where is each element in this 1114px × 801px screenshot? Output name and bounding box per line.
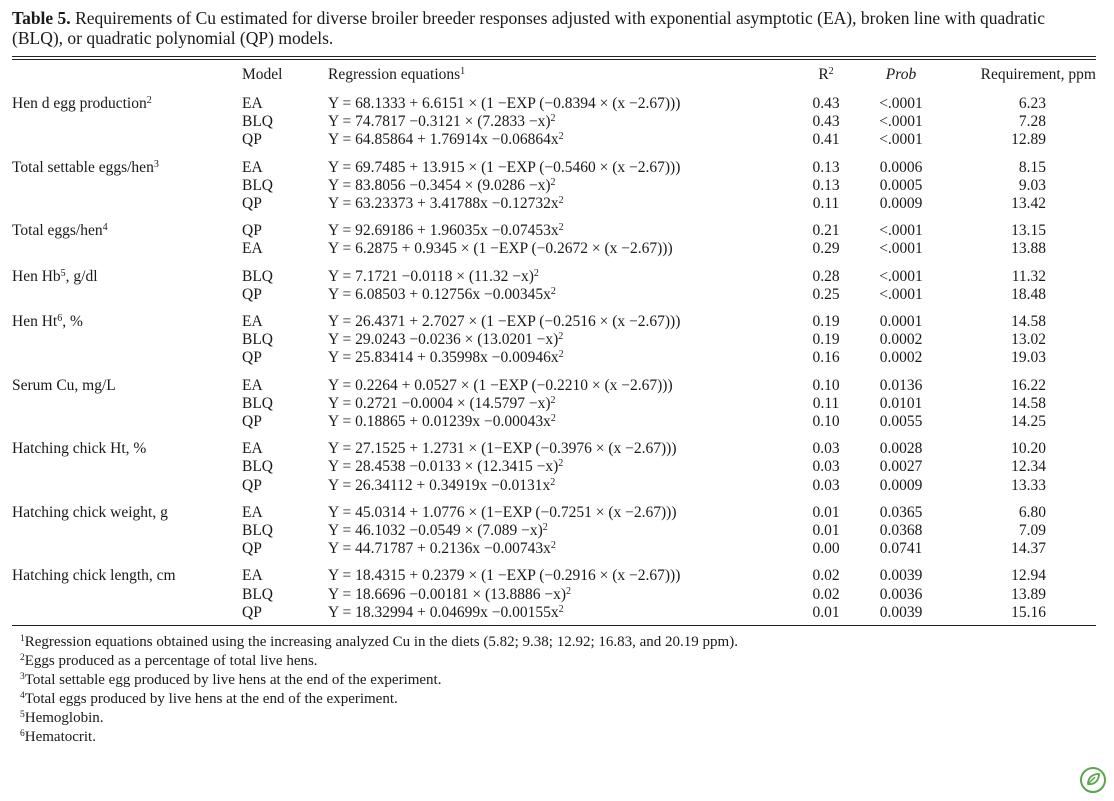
model-cell: QP [242, 349, 262, 367]
footnote-text: Eggs produced as a percentage of total live hens. [24, 653, 318, 670]
equation-exponent: 2 [566, 585, 572, 597]
requirement-cell: 13.33 [1011, 476, 1046, 494]
response-label: Total settable eggs/hen [12, 158, 154, 176]
r2-cell: 0.02 [812, 567, 840, 585]
response-footnote-mark: 3 [153, 158, 159, 170]
header-row [12, 60, 1096, 89]
table-body [12, 89, 1096, 625]
r2-cell: 0.13 [812, 176, 840, 194]
equation-text: Y = 28.4538 −0.0133 × (12.3415 −x) [328, 458, 559, 476]
requirement-cell: 7.09 [1018, 522, 1046, 540]
header-r2-label: R [818, 66, 829, 83]
equation-exponent: 2 [550, 540, 556, 552]
response-label: Hen Ht [12, 313, 58, 331]
table-row [12, 177, 1096, 195]
response-cell [12, 349, 242, 370]
table-row [12, 586, 1096, 604]
prob-cell: 0.0039 [879, 603, 923, 621]
prob-cell: 0.0101 [879, 394, 923, 412]
response-unit: , g/dl [65, 267, 98, 285]
r2-cell: 0.16 [812, 349, 840, 367]
table-row [12, 331, 1096, 349]
footnote-text: Total settable egg produced by live hens at the end of the experiment. [24, 672, 442, 689]
header-r2 [798, 60, 854, 89]
equation-text: Y = 44.71787 + 0.2136x −0.00743x [328, 540, 551, 558]
response-cell [12, 561, 242, 585]
response-cell [12, 307, 242, 331]
r2-cell: 0.03 [812, 458, 840, 476]
prob-cell: 0.0365 [879, 503, 923, 521]
model-cell: QP [242, 603, 262, 621]
r2-cell: 0.29 [812, 240, 840, 258]
response-footnote-mark: 4 [102, 222, 108, 234]
r2-cell: 0.11 [812, 394, 840, 412]
response-cell [12, 540, 242, 561]
equation-exponent: 2 [558, 331, 564, 343]
r2-cell: 0.21 [812, 222, 840, 240]
model-cell: QP [242, 413, 262, 431]
footnote-mark: 3 [20, 672, 25, 683]
equation-text: Y = 69.7485 + 13.915 × (1 −EXP (−0.5460 × (x −2.67))) [328, 158, 681, 176]
requirement-cell: 7.28 [1018, 113, 1046, 131]
equation-cell [328, 89, 798, 113]
response-cell [12, 371, 242, 395]
equation-text: Y = 68.1333 + 6.6151 × (1 −EXP (−0.8394 × (x −2.67))) [328, 95, 681, 112]
footnote [20, 690, 1096, 709]
header-equation-label: Regression equations [328, 66, 461, 83]
equation-text: Y = 7.1721 −0.0118 × (11.32 −x) [328, 267, 534, 285]
table-row [12, 89, 1096, 113]
equation-cell [328, 240, 798, 261]
requirement-cell: 19.03 [1011, 349, 1046, 367]
requirement-cell: 13.42 [1011, 195, 1046, 213]
prob-cell: <.0001 [879, 222, 923, 240]
response-cell [12, 262, 242, 286]
prob-cell: 0.0036 [879, 585, 923, 603]
r2-cell: 0.02 [812, 585, 840, 603]
footnote-text: Hematocrit. [24, 729, 96, 746]
response-cell [12, 331, 242, 349]
response-cell [12, 586, 242, 604]
equation-text: Y = 45.0314 + 1.0776 × (1−EXP (−0.7251 × (x −2.67))) [328, 503, 677, 521]
equation-cell [328, 458, 798, 476]
equation-cell [328, 522, 798, 540]
table-row [12, 522, 1096, 540]
response-cell [12, 604, 242, 625]
equation-text: Y = 46.1032 −0.0549 × (7.089 −x) [328, 522, 543, 540]
equation-text: Y = 64.85864 + 1.76914x −0.06864x [328, 131, 559, 149]
equation-text: Y = 18.6696 −0.00181 × (13.8886 −x) [328, 585, 567, 603]
table-row [12, 195, 1096, 216]
response-cell [12, 395, 242, 413]
r2-cell: 0.19 [812, 331, 840, 349]
r2-cell: 0.43 [812, 113, 840, 131]
footnote [20, 652, 1096, 671]
requirement-cell: 18.48 [1011, 285, 1046, 303]
equation-text: Y = 74.7817 −0.3121 × (7.2833 −x) [328, 113, 551, 131]
response-label: Serum Cu, mg/L [12, 376, 116, 394]
header-equation [328, 60, 798, 89]
equation-text: Y = 18.32994 + 0.04699x −0.00155x [328, 603, 559, 621]
response-footnote-mark: 6 [57, 313, 63, 325]
model-cell: QP [242, 131, 262, 149]
requirement-cell: 11.32 [1011, 267, 1046, 285]
model-cell: QP [242, 222, 262, 240]
response-cell [12, 113, 242, 131]
bottom-rule [12, 625, 1096, 626]
equation-exponent: 2 [558, 222, 564, 234]
equation-cell [328, 434, 798, 458]
equation-exponent: 2 [550, 394, 556, 406]
footnote-text: Hemoglobin. [24, 710, 104, 727]
prob-cell: <.0001 [879, 285, 923, 303]
requirement-cell: 12.34 [1011, 458, 1046, 476]
footnote-mark: 2 [20, 653, 25, 664]
response-cell [12, 477, 242, 498]
requirement-cell: 15.16 [1011, 603, 1046, 621]
footnote-text: Regression equations obtained using the increasing analyzed Cu in the diets (5.82; 9.38; 12.92; 16.83, and 20.19 ppm). [24, 634, 738, 651]
response-cell [12, 434, 242, 458]
equation-text: Y = 6.08503 + 0.12756x −0.00345x [328, 285, 551, 303]
equation-exponent: 2 [550, 113, 556, 125]
table-caption [12, 8, 1096, 48]
equation-text: Y = 25.83414 + 0.35998x −0.00946x [328, 349, 559, 367]
table-row [12, 477, 1096, 498]
r2-cell: 0.01 [812, 503, 840, 521]
response-cell [12, 522, 242, 540]
requirement-cell: 10.20 [1011, 440, 1046, 458]
model-cell: QP [242, 195, 262, 213]
table-row [12, 216, 1096, 240]
prob-cell: <.0001 [879, 267, 923, 285]
equation-exponent: 2 [533, 267, 539, 279]
equation-text: Y = 6.2875 + 0.9345 × (1 −EXP (−0.2672 × (x −2.67))) [328, 240, 673, 258]
equation-cell [328, 113, 798, 131]
r2-cell: 0.28 [812, 267, 840, 285]
equation-cell [328, 498, 798, 522]
equation-cell [328, 131, 798, 152]
response-label: Hen Hb [12, 267, 61, 285]
requirements-table [12, 60, 1096, 625]
table-row [12, 262, 1096, 286]
requirement-cell: 12.94 [1011, 567, 1046, 585]
table-row [12, 286, 1096, 307]
model-cell: BLQ [242, 267, 273, 285]
table-row [12, 395, 1096, 413]
table-row [12, 458, 1096, 476]
requirement-cell: 6.23 [1018, 95, 1046, 112]
r2-cell: 0.00 [812, 540, 840, 558]
equation-exponent: 2 [558, 349, 564, 361]
table-row [12, 413, 1096, 434]
footnote [20, 728, 1096, 747]
prob-cell: 0.0027 [879, 458, 923, 476]
model-cell: BLQ [242, 331, 273, 349]
equation-text: Y = 26.34112 + 0.34919x −0.0131x [328, 476, 551, 494]
model-cell: BLQ [242, 522, 273, 540]
prob-cell: <.0001 [879, 113, 923, 131]
footnote [20, 633, 1096, 652]
prob-cell: <.0001 [879, 240, 923, 258]
response-cell [12, 195, 242, 216]
equation-cell [328, 349, 798, 370]
equation-cell [328, 477, 798, 498]
equation-exponent: 2 [558, 458, 564, 470]
model-cell: EA [242, 376, 263, 394]
equation-cell [328, 413, 798, 434]
model-cell: EA [242, 440, 263, 458]
equation-exponent: 2 [550, 285, 556, 297]
r2-cell: 0.01 [812, 522, 840, 540]
header-prob: Prob [885, 66, 917, 83]
equation-text: Y = 27.1525 + 1.2731 × (1−EXP (−0.3976 × (x −2.67))) [328, 440, 677, 458]
requirement-cell: 13.15 [1011, 222, 1046, 240]
equation-cell [328, 262, 798, 286]
prob-cell: 0.0055 [879, 413, 923, 431]
requirement-cell: 13.89 [1011, 585, 1046, 603]
equation-text: Y = 29.0243 −0.0236 × (13.0201 −x) [328, 331, 559, 349]
equation-cell [328, 195, 798, 216]
footnote-text: Total eggs produced by live hens at the end of the experiment. [24, 691, 398, 708]
table-row [12, 113, 1096, 131]
response-cell [12, 177, 242, 195]
table-row [12, 349, 1096, 370]
response-unit: , % [62, 313, 83, 331]
equation-text: Y = 0.18865 + 0.01239x −0.00043x [328, 413, 551, 431]
model-cell: EA [242, 240, 263, 258]
model-cell: QP [242, 285, 262, 303]
model-cell: BLQ [242, 113, 273, 131]
prob-cell: 0.0002 [879, 331, 923, 349]
table-row [12, 604, 1096, 625]
table-row [12, 561, 1096, 585]
header-requirement: Requirement, ppm [980, 66, 1096, 83]
equation-cell [328, 286, 798, 307]
footnote-mark: 1 [20, 634, 25, 645]
prob-cell: 0.0009 [879, 195, 923, 213]
r2-cell: 0.11 [812, 195, 840, 213]
prob-cell: 0.0741 [879, 540, 923, 558]
footnote [20, 709, 1096, 728]
r2-cell: 0.03 [812, 476, 840, 494]
r2-cell: 0.19 [812, 313, 840, 331]
r2-cell: 0.10 [812, 413, 840, 431]
model-cell: BLQ [242, 176, 273, 194]
requirement-cell: 6.80 [1018, 503, 1046, 521]
table-page [12, 8, 1096, 747]
footnotes [12, 633, 1096, 747]
model-cell: EA [242, 313, 263, 331]
r2-cell: 0.43 [812, 95, 840, 112]
requirement-cell: 9.03 [1018, 176, 1046, 194]
response-cell [12, 89, 242, 113]
requirement-cell: 13.02 [1011, 331, 1046, 349]
model-cell: BLQ [242, 458, 273, 476]
equation-exponent: 2 [550, 176, 556, 188]
requirement-cell: 14.25 [1011, 413, 1046, 431]
response-cell [12, 131, 242, 152]
response-cell [12, 286, 242, 307]
table-row [12, 240, 1096, 261]
r2-cell: 0.25 [812, 285, 840, 303]
equation-cell [328, 331, 798, 349]
footnote-mark: 4 [20, 691, 25, 702]
prob-cell: <.0001 [879, 131, 923, 149]
equation-exponent: 2 [550, 476, 556, 488]
model-cell: BLQ [242, 585, 273, 603]
response-cell [12, 498, 242, 522]
response-footnote-mark: 2 [146, 95, 152, 106]
header-equation-note: 1 [460, 66, 466, 77]
table-row [12, 434, 1096, 458]
prob-cell: 0.0009 [879, 476, 923, 494]
prob-cell: 0.0136 [879, 376, 923, 394]
r2-cell: 0.41 [812, 131, 840, 149]
model-cell: EA [242, 158, 263, 176]
table-row [12, 498, 1096, 522]
response-cell [12, 413, 242, 434]
footnote-mark: 6 [20, 729, 25, 740]
response-cell [12, 153, 242, 177]
response-cell [12, 240, 242, 261]
response-footnote-mark: 5 [60, 267, 66, 279]
equation-exponent: 2 [558, 195, 564, 207]
prob-cell: <.0001 [879, 95, 923, 112]
requirement-cell: 12.89 [1011, 131, 1046, 149]
prob-cell: 0.0039 [879, 567, 923, 585]
header-response [12, 60, 242, 89]
prob-cell: 0.0001 [879, 313, 923, 331]
equation-cell [328, 307, 798, 331]
model-cell: EA [242, 567, 263, 585]
r2-cell: 0.13 [812, 158, 840, 176]
requirement-cell: 14.37 [1011, 540, 1046, 558]
equation-exponent: 2 [542, 522, 548, 534]
equation-text: Y = 26.4371 + 2.7027 × (1 −EXP (−0.2516 × (x −2.67))) [328, 313, 681, 331]
equation-cell [328, 395, 798, 413]
prob-cell: 0.0006 [879, 158, 923, 176]
caption-text: Requirements of Cu estimated for diverse broiler breeder responses adjusted with exponential asymptotic (EA), broken line with quadratic (BLQ), or quadratic polynomial (QP) models. [12, 8, 1046, 48]
equation-text: Y = 0.2721 −0.0004 × (14.5797 −x) [328, 394, 551, 412]
prob-cell: 0.0028 [879, 440, 923, 458]
response-label: Hatching chick length, cm [12, 567, 176, 585]
equation-text: Y = 18.4315 + 0.2379 × (1 −EXP (−0.2916 × (x −2.67))) [328, 567, 681, 585]
prob-cell: 0.0002 [879, 349, 923, 367]
prob-cell: 0.0368 [879, 522, 923, 540]
response-label: Hatching chick weight, g [12, 503, 168, 521]
equation-cell [328, 216, 798, 240]
requirement-cell: 16.22 [1011, 376, 1046, 394]
response-label: Hen d egg production [12, 95, 147, 112]
footnote [20, 671, 1096, 690]
caption-label: Table 5. [12, 8, 71, 28]
response-label: Hatching chick Ht, % [12, 440, 147, 458]
table-row [12, 307, 1096, 331]
equation-cell [328, 604, 798, 625]
r2-cell: 0.01 [812, 603, 840, 621]
equation-exponent: 2 [558, 603, 564, 615]
equation-cell [328, 177, 798, 195]
model-cell: EA [242, 95, 263, 112]
equation-cell [328, 561, 798, 585]
requirement-cell: 13.88 [1011, 240, 1046, 258]
model-cell: QP [242, 540, 262, 558]
model-cell: EA [242, 503, 263, 521]
equation-text: Y = 63.23373 + 3.41788x −0.12732x [328, 195, 559, 213]
equation-cell [328, 371, 798, 395]
equation-cell [328, 540, 798, 561]
table-row [12, 131, 1096, 152]
table-row [12, 371, 1096, 395]
requirement-cell: 8.15 [1018, 158, 1046, 176]
equation-exponent: 2 [558, 131, 564, 143]
equation-text: Y = 83.8056 −0.3454 × (9.0286 −x) [328, 176, 551, 194]
table-row [12, 540, 1096, 561]
response-cell [12, 216, 242, 240]
requirement-cell: 14.58 [1011, 313, 1046, 331]
model-cell: BLQ [242, 394, 273, 412]
r2-cell: 0.03 [812, 440, 840, 458]
r2-cell: 0.10 [812, 376, 840, 394]
equation-cell [328, 586, 798, 604]
equation-exponent: 2 [550, 413, 556, 425]
equation-cell [328, 153, 798, 177]
footnote-mark: 5 [20, 710, 25, 721]
response-label: Total eggs/hen [12, 222, 103, 240]
leaf-logo-icon [1080, 767, 1106, 793]
table-row [12, 153, 1096, 177]
header-r2-sup: 2 [828, 66, 834, 77]
header-model: Model [242, 66, 283, 83]
response-cell [12, 458, 242, 476]
equation-text: Y = 0.2264 + 0.0527 × (1 −EXP (−0.2210 × (x −2.67))) [328, 376, 673, 394]
requirement-cell: 14.58 [1011, 394, 1046, 412]
model-cell: QP [242, 476, 262, 494]
prob-cell: 0.0005 [879, 176, 923, 194]
equation-text: Y = 92.69186 + 1.96035x −0.07453x [328, 222, 559, 240]
